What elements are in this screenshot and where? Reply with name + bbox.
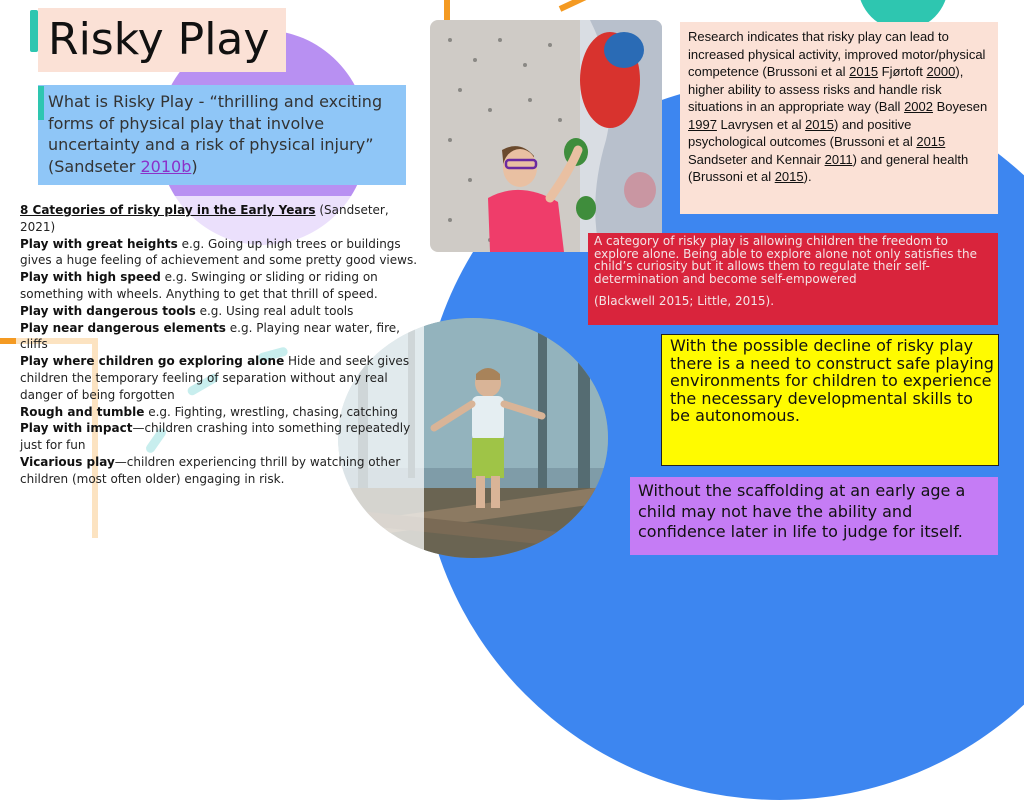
teal-accent-decoration [38,86,44,120]
climbing-girl-photo [430,20,662,252]
citation-link[interactable]: 2002 [904,99,933,114]
scaffolding-box [630,477,998,555]
citation-link[interactable]: 2015 [916,134,946,149]
category-item: Play with dangerous tools e.g. Using real adult tools [20,303,354,318]
title-box [38,8,286,72]
category-item: Play where children go exploring alone Hide and seek gives children the temporary feeling of separation without any real danger of being forgotten [20,354,410,402]
categories-heading: 8 Categories of risky play in the Early Years (Sandseter, 2021) [20,203,389,234]
explore-alone-text: A category of risky play is allowing children the freedom to explore alone. Being able to explore alone not only satisfies the child’s curiosity but it allows them to regulate their self-determination and become self-empowered [594,234,977,286]
definition-box [38,85,406,185]
explore-alone-citation: (Blackwell 2015; Little, 2015). [594,294,775,308]
citation-link[interactable]: 2015 [849,64,879,79]
scaffolding-text: Without the scaffolding at an early age a child may not have the ability and confidence later in life to judge for itself. [638,481,966,541]
categories-box [16,196,424,564]
citation-link[interactable]: 2000 [926,64,956,79]
citation-link[interactable]: 2015 [774,169,804,184]
decline-box [661,334,999,466]
citation-link[interactable]: 1997 [688,116,717,132]
decline-text: With the possible decline of risky play there is a need to construct safe playing environments for children to experience the necessary developmental skills to be autonomous. [670,336,994,426]
definition-text: What is Risky Play - “thrilling and exciting forms of physical play that involve uncertainty and a risk of physical injury” (Sandseter 2010b) [48,92,383,176]
page-title: Risky Play [48,14,270,65]
explore-alone-box [588,233,998,325]
category-item: Play near dangerous elements e.g. Playing near water, fire, cliffs [20,320,400,352]
teal-accent-decoration [30,10,38,52]
category-item: Play with high speed e.g. Swinging or sliding or riding on something with wheels. Anything to get that thrill of speed. [20,270,378,301]
research-box [680,22,998,214]
citation-link[interactable]: 2015 [805,116,834,132]
research-text: Research indicates that risky play can lead to increased physical activity, improved motor/physical competence (Brussoni et al 2015 Fjørtoft 2000), higher ability to assess risks and handle risk situations in an appropriate way (Ball 2002 Boyesen 1997 Lavrysen et al 2015) and positive psychological outcomes (Brussoni et al 2015 Sandseter and Kennair 2011) and general health (Brussoni et al 2015). [688,29,988,184]
category-item: Vicarious play—children experiencing thrill by watching other children (most often older) engaging in risk. [20,454,401,486]
citation-link[interactable]: 2010b [140,156,192,176]
category-item: Rough and tumble e.g. Fighting, wrestling, chasing, catching [20,404,398,419]
citation-link[interactable]: 2011 [824,151,853,167]
category-item: Play with great heights e.g. Going up high trees or buildings gives a huge feeling of achievement and some pretty good views. [20,236,418,268]
orange-diagonal-decoration [559,0,670,12]
orange-line-decoration [444,0,450,20]
category-item: Play with impact—children crashing into something repeatedly just for fun [20,421,411,453]
